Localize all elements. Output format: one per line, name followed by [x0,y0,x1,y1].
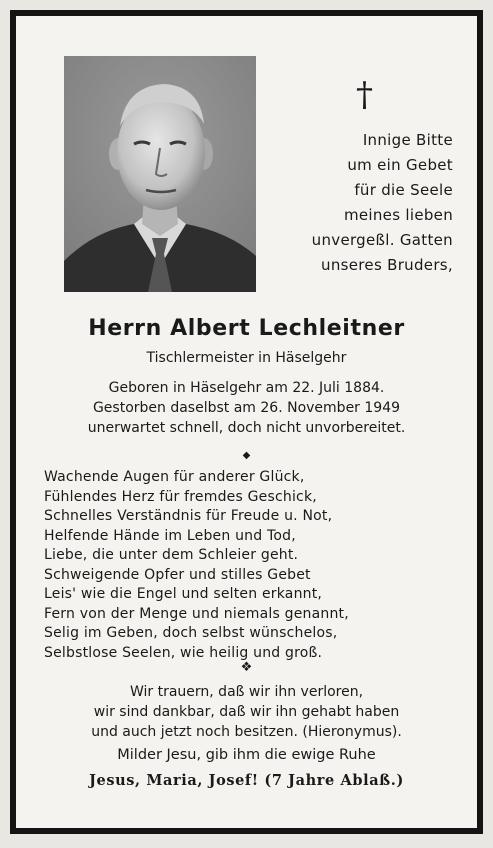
prayer-request [253,128,453,278]
prayer-line: unseres Bruders, [321,256,453,274]
poem-line: Wachende Augen für anderer Glück, [44,469,305,485]
closing-line: und auch jetzt noch besitzen. (Hieronymus). [91,724,402,740]
prayer-line: für die Seele [354,181,453,199]
poem-line: Leis' wie die Engel und selten erkannt, [44,586,323,602]
poem [44,468,349,663]
poem-line: Selbstlose Seelen, wie heilig und groß. [44,644,323,661]
deceased-name: Herrn Albert Lechleitner [88,316,405,341]
prayer-line: unvergeßl. Gatten [311,231,453,249]
divider-ornament-icon: ❖ [240,660,253,675]
indulgence-prayer: Jesus, Maria, Josef! (7 Jahre Ablaß.) [89,772,404,789]
prayer-line: meines lieben [343,206,453,224]
closing-quote [16,682,477,742]
memorial-card [10,10,483,834]
closing-line: Wir trauern, daß wir ihn verloren, [129,684,364,700]
poem-line: Fern von der Menge und niemals genannt, [44,605,349,622]
portrait-photo [64,56,256,292]
closing-line: wir sind dankbar, daß wir ihn gehabt haben [93,704,400,720]
date-line: Geboren in Häselgehr am 22. Juli 1884. [108,380,385,396]
prayer-line: Innige Bitte [362,131,453,149]
occupation: Tischlermeister in Häselgehr [146,350,347,366]
poem-line: Schweigende Opfer und stilles Gebet [44,566,311,583]
prayer-line: um ein Gebet [347,156,453,174]
poem-line: Helfende Hände im Leben und Tod, [44,527,296,544]
poem-line: Liebe, die unter dem Schleier geht. [44,547,299,563]
poem-line: Schnelles Verständnis für Freude u. Not, [44,508,333,524]
poem-line: Selig im Geben, doch selbst wünschelos, [44,625,338,641]
date-line: Gestorben daselbst am 26. November 1949 [92,400,401,416]
blessing: Milder Jesu, gib ihm die ewige Ruhe [117,747,376,763]
cross-icon: † [356,75,373,115]
divider-diamond-icon: ◆ [242,450,251,461]
date-line: unerwartet schnell, doch nicht unvorbereitet. [87,420,406,436]
life-dates [16,378,477,438]
poem-line: Fühlendes Herz für fremdes Geschick, [44,488,317,505]
